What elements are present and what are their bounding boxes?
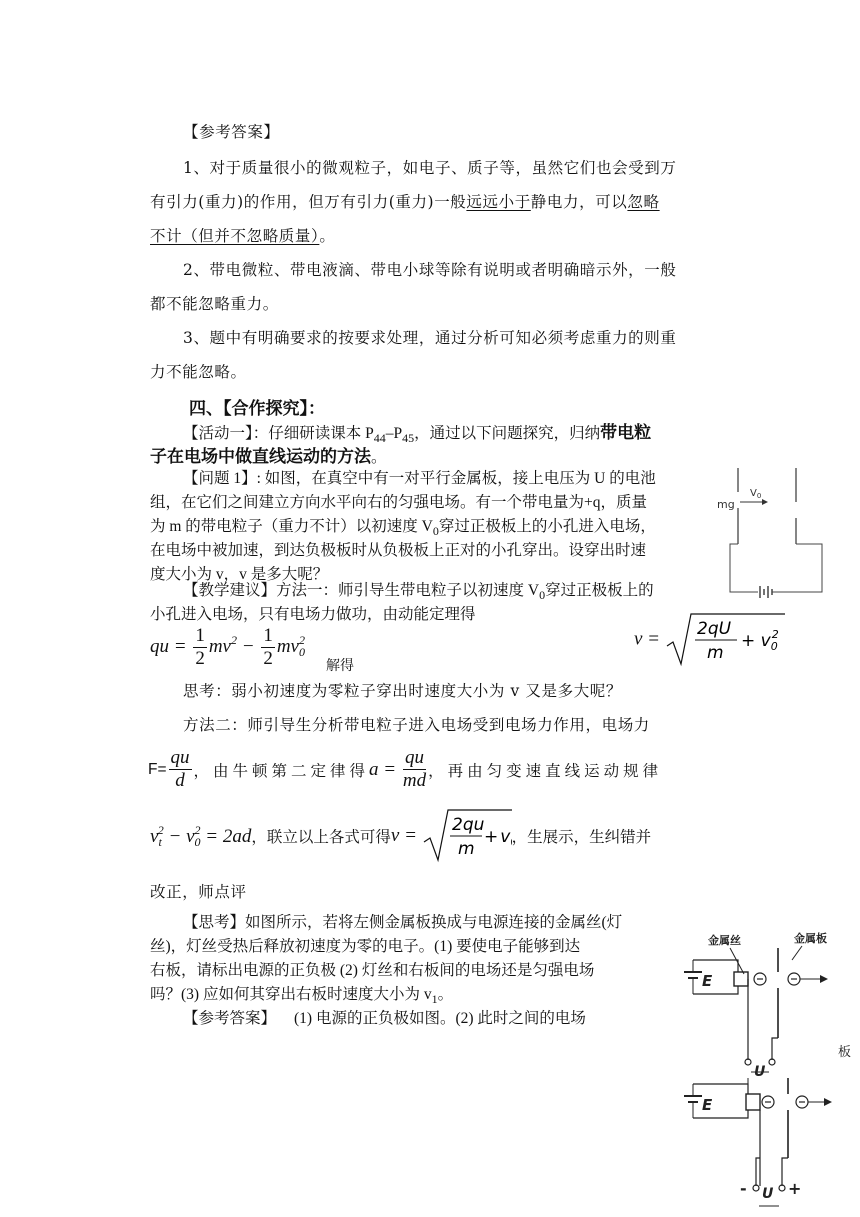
answer2-line <box>183 1006 586 1028</box>
plate-label: 金属板 <box>794 932 827 945</box>
answer-item-2-line1: 2、带电微粒、带电液滴、带电小球等除有说明或者明确暗示外，一般 <box>183 261 677 279</box>
teaching-line1 <box>183 578 654 603</box>
subscript: 1 <box>431 992 438 1006</box>
svg-text:m: m <box>706 643 724 663</box>
svg-text:+v02: + v <box>483 827 510 847</box>
method-2-line: 方法二：师引导生分析带电粒子进入电场受到电场力作用，电场力 <box>183 716 650 734</box>
subscript: 45 <box>402 431 415 445</box>
mg-label: mg <box>717 498 735 511</box>
text-segment: 。 <box>437 986 454 1003</box>
subscript: 0 <box>539 588 546 602</box>
filament-figure <box>672 928 858 1217</box>
teaching-line2: 小孔进入电场，只有电场力做功，由动能定理得 <box>150 606 476 623</box>
positive-sign: + <box>788 1179 802 1198</box>
text-segment: 【教学建议】方法一：师引导生带电粒子以初速度 V <box>183 582 540 599</box>
sqrt-sign-icon <box>665 612 785 668</box>
filament <box>746 1094 760 1110</box>
text-segment: 。 <box>319 227 336 245</box>
activity-1-line2 <box>150 442 387 467</box>
svg-text:2qU: 2qU <box>696 619 731 639</box>
answer2-text: (1) 电源的正负极如图。(2) 此时之间的电场 <box>294 1010 586 1027</box>
underlined-text: 不计（但并不忽略质量） <box>150 227 320 245</box>
wire-label: 金属丝 <box>708 934 741 947</box>
text-segment: ，通过以下问题探究，归纳 <box>414 425 601 442</box>
kinetic-energy-equation: qu = $\frac{1}{2}$ $mv^2$ − $\frac{1}{2}$ $mv_0^2$ <box>150 625 305 669</box>
text-segment: ，生展示，生纠错并 <box>511 828 652 846</box>
text-segment: 穿过正极板上的 <box>545 582 654 599</box>
wire-pointer <box>730 948 744 974</box>
think-question: 思考：弱小初速度为零粒子穿出时速度大小为 v 又是多大呢？ <box>183 682 623 700</box>
text-segment: 有引力(重力)的作用，但万有引力(重力)一般 <box>150 193 467 211</box>
problem-1-line4: 在电场中被加速，到达负极板时从负极板上正对的小孔穿出。设穿出时速 <box>150 542 647 559</box>
think2-line1: 【思考】如图所示，若将左侧金属板换成与电源连接的金属丝(灯 <box>183 914 623 931</box>
force-line <box>148 748 662 792</box>
problem-1-line1: 【问题 1】: 如图，在真空中有一对平行金属板，接上电压为 U 的电池 <box>183 470 656 487</box>
text-segment: 静电力，可以 <box>530 193 628 211</box>
correct-line: 改正，师点评 <box>150 883 247 901</box>
side-char: 板 <box>838 1045 852 1060</box>
answer-item-1-line1: 1、对于质量很小的微观粒子，如电子、质子等，虽然它们也会受到万 <box>183 159 677 177</box>
think2-line3: 右板，请标出电源的正负极 (2) 灯丝和右板间的电场还是匀强电场 <box>150 962 595 979</box>
solve-label: 解得 <box>326 659 354 674</box>
emf-label: E <box>702 1096 713 1114</box>
answer-title: 【参考答案】 <box>183 123 280 141</box>
answer-item-1-line3 <box>150 224 335 246</box>
problem-1-line2: 组，在它们之间建立方向水平向右的匀强电场。有一个带电量为+q，质量 <box>150 494 647 511</box>
text-segment: 为 m 的带电粒子（重力不计）以初速度 V <box>150 518 433 535</box>
voltage-label: U <box>762 1186 774 1202</box>
sqrt-sign-icon <box>422 808 512 864</box>
answer-item-3-line2: 力不能忽略。 <box>150 363 247 381</box>
answer-item-2-line2: 都不能忽略重力。 <box>150 295 279 313</box>
underlined-text: 远远小于 <box>466 193 531 211</box>
arrow-head-icon <box>824 1098 832 1106</box>
text-segment: 吗？(3) 应如何其穿出右板时速度大小为 v <box>150 986 432 1003</box>
parallel-plates-figure <box>700 462 830 622</box>
emf-label: E <box>702 972 713 990</box>
voltage-label: U <box>754 1064 766 1080</box>
velocity-equation-1: v = 2qU m + $v_02$ <box>634 612 785 668</box>
text-segment: 【活动一】：仔细研读课本 P <box>183 425 374 442</box>
negative-sign: - <box>740 1179 747 1198</box>
subscript: 44 <box>373 431 386 445</box>
underlined-text: 忽略 <box>627 193 660 211</box>
filament <box>734 972 748 986</box>
subscript: 0 <box>432 524 439 538</box>
svg-text:m: m <box>457 839 475 859</box>
right-wire <box>772 544 822 592</box>
text-segment: ，联立以上各式可得 <box>251 828 391 846</box>
problem-1-line5: 度大小为 v，v 是多大呢？ <box>150 566 329 583</box>
bold-text: 子在电场中做直线运动的方法 <box>150 447 371 466</box>
text-segment: ，再由匀变速直线运动规律 <box>428 761 663 780</box>
text-segment: 。 <box>371 449 387 466</box>
text-segment: –P <box>385 425 403 442</box>
svg-text:+ v02: + $v_02$ <box>740 628 779 653</box>
think2-line4 <box>150 982 453 1007</box>
v0-label: $V_0$ <box>750 488 762 500</box>
think2-line2: 丝)，灯丝受热后释放初速度为零的电子。(1) 要使电子能够到达 <box>150 938 581 955</box>
svg-text:2qu: 2qu <box>451 815 485 835</box>
problem-1-line3 <box>150 514 656 539</box>
answer2-title: 【参考答案】 <box>183 1010 277 1027</box>
bold-text: 带电粒 <box>600 423 652 442</box>
text-segment: ，由牛顿第二定律得 <box>193 761 370 780</box>
text-segment: F= <box>148 760 167 778</box>
arrow-head-icon <box>762 499 768 505</box>
text-segment: 穿过正极板上的小孔进入电场， <box>438 518 656 535</box>
velocity-equation-2: v = <box>390 825 422 846</box>
accel-symbol: a = <box>369 758 401 780</box>
fraction-qu-d: $\frac{qu}{d}$ <box>170 747 190 791</box>
answer-item-3-line1: 3、题中有明确要求的按要求处理，通过分析可知必须考虑重力的则重 <box>183 329 677 347</box>
arrow-head-icon <box>820 975 828 983</box>
fraction-qu-md: $\frac{qu}{md}$ <box>402 747 427 791</box>
plate-pointer <box>792 946 802 960</box>
kinematics-line <box>150 808 651 868</box>
left-wire <box>730 544 758 592</box>
section-4-title: 四、【合作探究】： <box>189 399 325 419</box>
answer-item-1-line2 <box>150 190 660 212</box>
kinematics-equation: $v_t^2 - v_0^2 = 2ad$ <box>150 822 252 849</box>
